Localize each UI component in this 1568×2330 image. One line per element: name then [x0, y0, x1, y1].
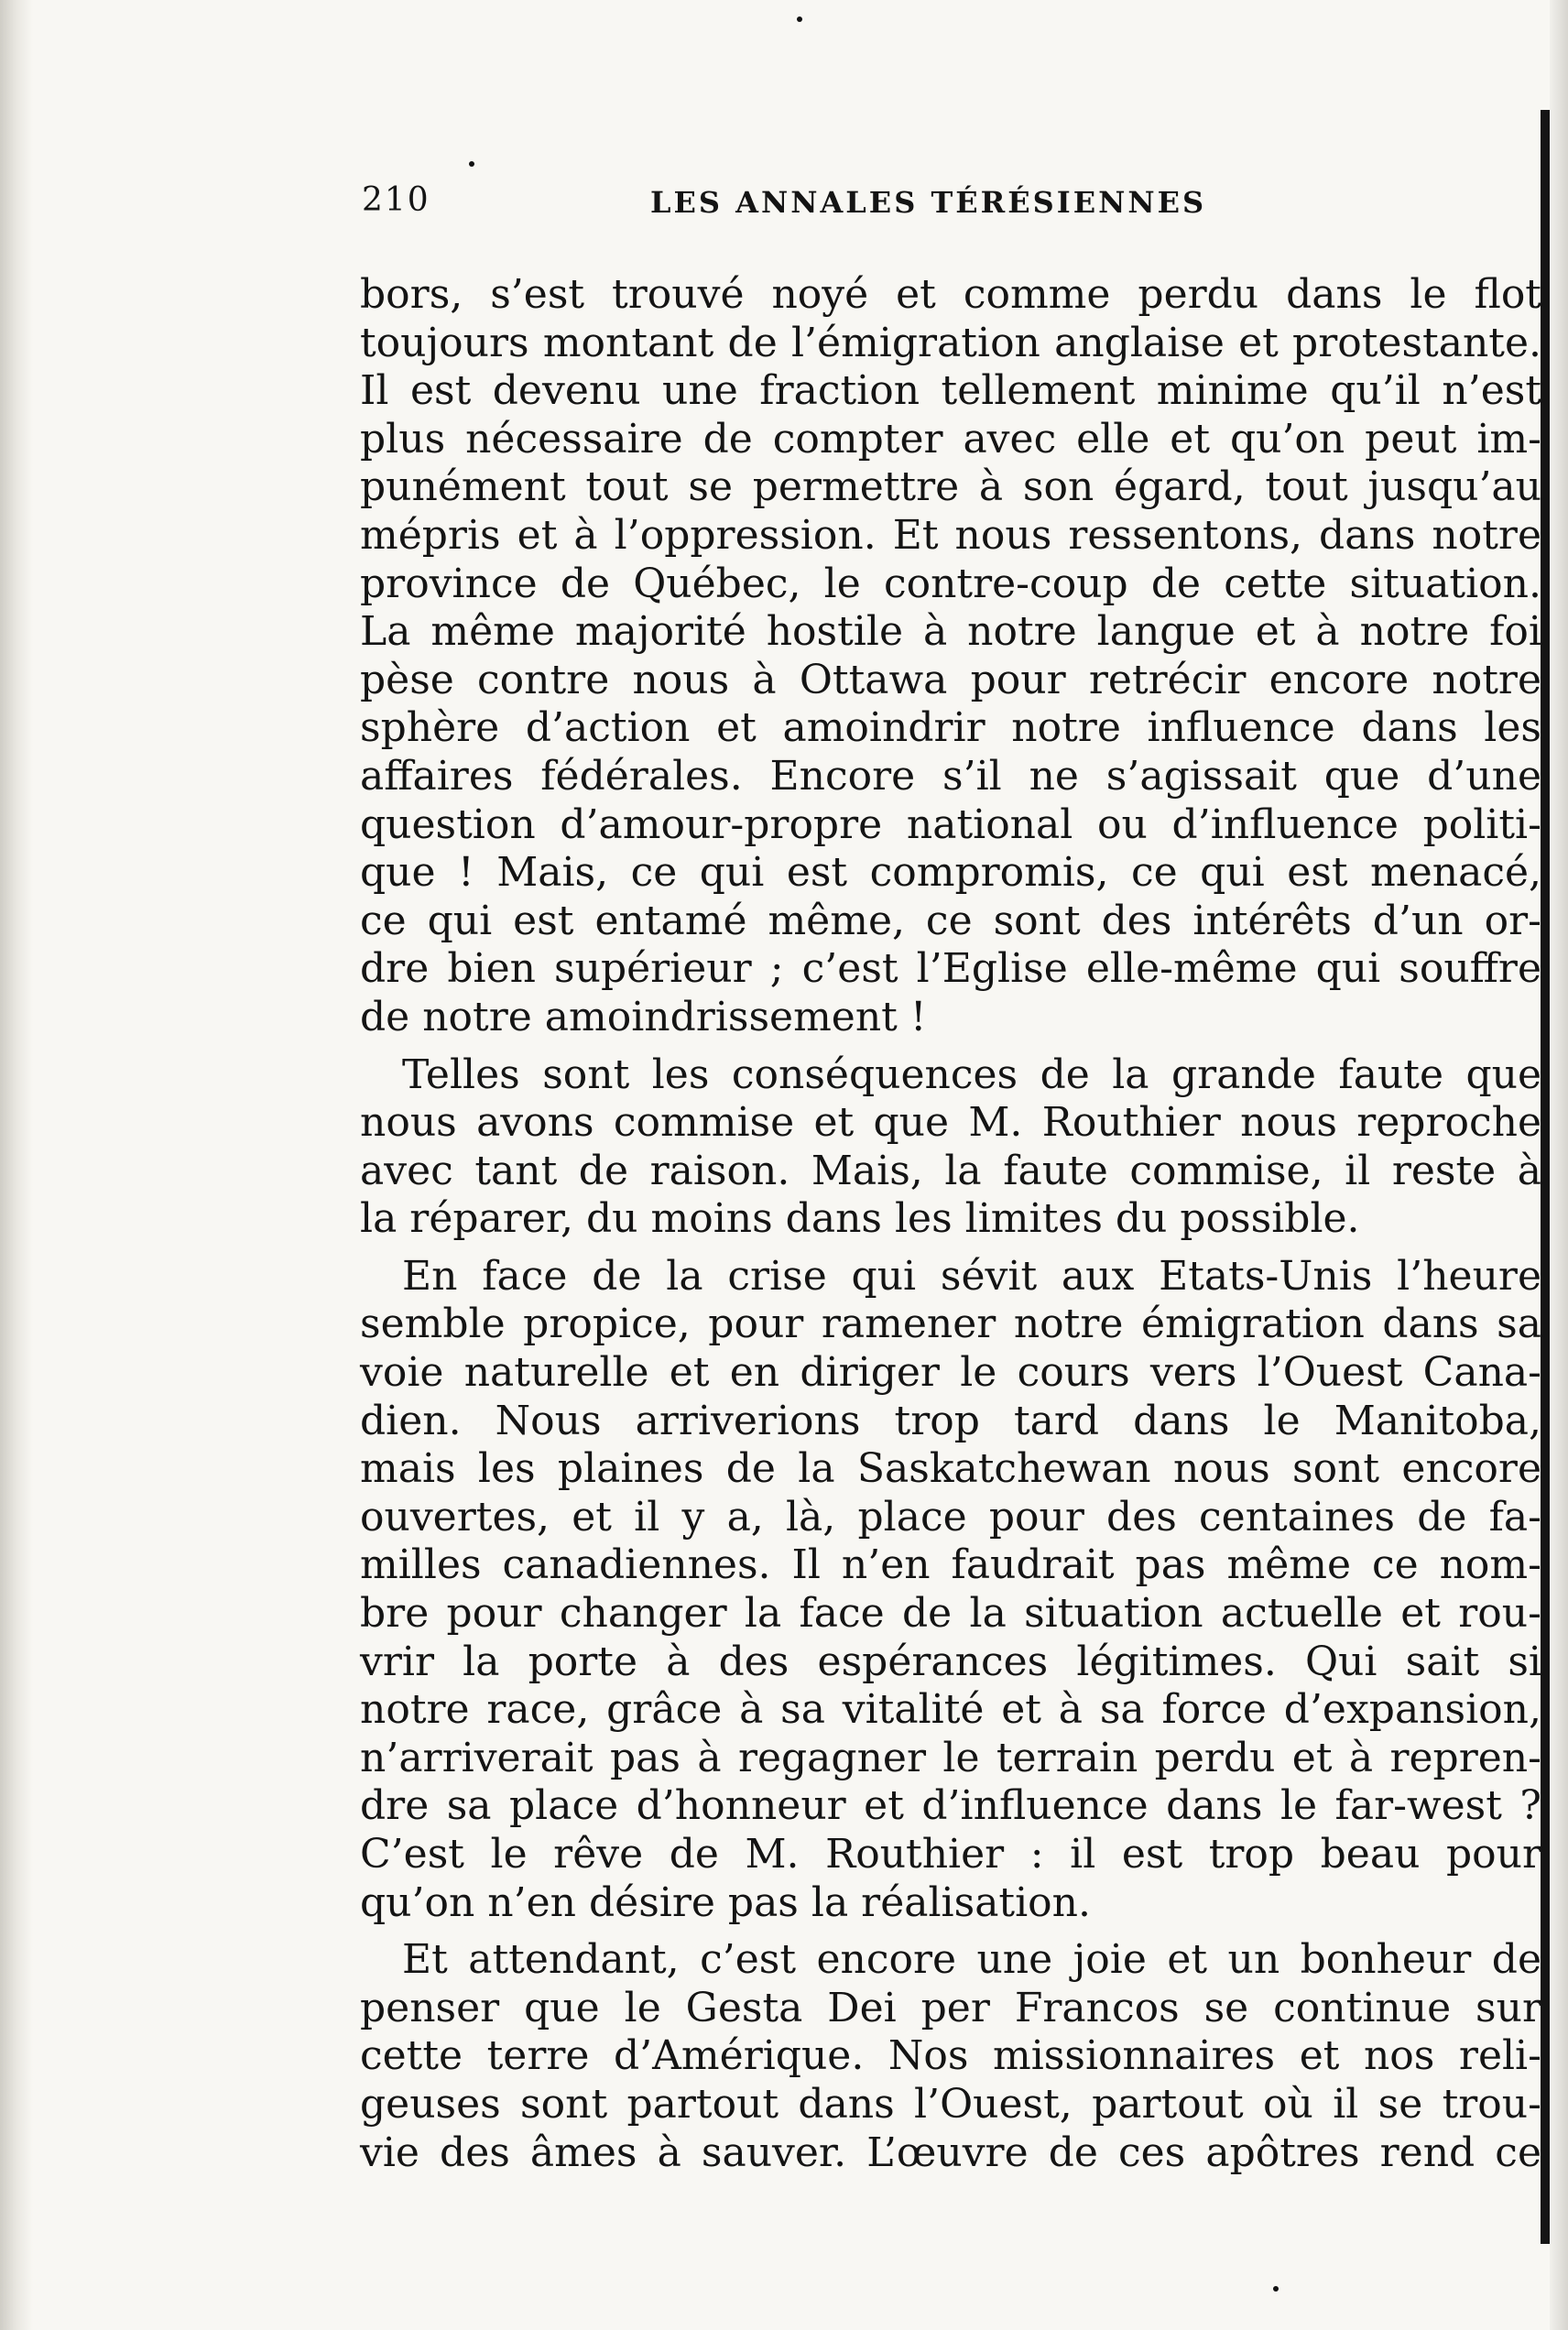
text-line: que ! Mais, ce qui est compromis, ce qui est menacé,	[360, 849, 1541, 897]
paragraph	[360, 1253, 1541, 1927]
text-line: sphère d’action et amoindrir notre influence dans les	[360, 704, 1541, 752]
text-line: cette terre d’Amérique. Nos missionnaires et nos reli-	[360, 2032, 1541, 2080]
text-line: bre pour changer la face de la situation actuelle et rou-	[360, 1590, 1541, 1638]
text-line: ce qui est entamé même, ce sont des intérêts d’un or-	[360, 897, 1541, 944]
text-line: nous avons commise et que M. Routhier nous reproche	[360, 1099, 1541, 1147]
paragraph	[360, 271, 1541, 1042]
text-line: toujours montant de l’émigration anglaise et protestante.	[360, 319, 1541, 366]
text-line: dre bien supérieur ; c’est l’Eglise elle-même qui souffre	[360, 945, 1541, 993]
text-line: penser que le Gesta Dei per Francos se continue sur	[360, 1984, 1541, 2031]
text-line: affaires fédérales. Encore s’il ne s’agissait que d’une	[360, 752, 1541, 800]
page-number: 210	[362, 181, 430, 219]
text-line: voie naturelle et en diriger le cours vers l’Ouest Cana-	[360, 1349, 1541, 1397]
page-edge-binding	[1541, 110, 1550, 2244]
running-title: LES ANNALES TÉRÉSIENNES	[650, 185, 1207, 220]
text-line: dien. Nous arriverions trop tard dans le Manitoba,	[360, 1397, 1541, 1444]
page-edge-shadow	[1550, 0, 1568, 2330]
text-line: La même majorité hostile à notre langue et à notre foi	[360, 608, 1541, 656]
page-header	[362, 181, 1232, 236]
text-line: la réparer, du moins dans les limites du possible.	[360, 1195, 1360, 1243]
text-line: C’est le rêve de M. Routhier : il est trop beau pour	[360, 1831, 1541, 1878]
print-speck	[469, 161, 474, 167]
text-line: question d’amour-propre national ou d’influence politi-	[360, 800, 1541, 848]
text-line: En face de la crise qui sévit aux Etats-Unis l’heure	[402, 1252, 1541, 1300]
text-line: bors, s’est trouvé noyé et comme perdu dans le flot	[360, 271, 1541, 318]
text-line: ouvertes, et il y a, là, place pour des centaines de fa-	[360, 1493, 1541, 1541]
print-speck	[797, 16, 802, 22]
print-speck	[1273, 2286, 1279, 2292]
text-line: n’arriverait pas à regagner le terrain perdu et à repren-	[360, 1734, 1541, 1781]
text-line: dre sa place d’honneur et d’influence dans le far-west ?	[360, 1782, 1541, 1830]
text-line: province de Québec, le contre-coup de cette situation.	[360, 560, 1541, 607]
text-line: vrir la porte à des espérances légitimes. Qui sait si	[360, 1638, 1541, 1685]
text-line: Il est devenu une fraction tellement minime qu’il n’est	[360, 367, 1541, 415]
text-line: milles canadiennes. Il n’en faudrait pas même ce nom-	[360, 1541, 1541, 1589]
text-line: plus nécessaire de compter avec elle et qu’on peut im-	[360, 415, 1541, 463]
paragraph	[360, 1051, 1541, 1244]
text-line: pèse contre nous à Ottawa pour retrécir encore notre	[360, 656, 1541, 703]
text-line: Telles sont les conséquences de la grande faute que	[402, 1051, 1541, 1098]
text-line: mépris et à l’oppression. Et nous ressentons, dans notre	[360, 511, 1541, 559]
text-line: vie des âmes à sauver. L’œuvre de ces apôtres rend ce	[360, 2129, 1541, 2176]
body-text	[360, 271, 1541, 2177]
page-gutter	[0, 0, 33, 2330]
text-line: mais les plaines de la Saskatchewan nous sont encore	[360, 1445, 1541, 1493]
text-line: semble propice, pour ramener notre émigration dans sa	[360, 1301, 1541, 1348]
text-line: avec tant de raison. Mais, la faute commise, il reste à	[360, 1147, 1541, 1194]
text-line: punément tout se permettre à son égard, tout jusqu’au	[360, 463, 1541, 511]
text-line: geuses sont partout dans l’Ouest, partout où il se trou-	[360, 2080, 1541, 2128]
paragraph	[360, 1936, 1541, 2177]
text-line: qu’on n’en désire pas la réalisation.	[360, 1878, 1091, 1926]
text-line: de notre amoindrissement !	[360, 993, 927, 1040]
text-line: Et attendant, c’est encore une joie et un bonheur de	[402, 1936, 1541, 1984]
text-line: notre race, grâce à sa vitalité et à sa force d’expansion,	[360, 1686, 1541, 1734]
